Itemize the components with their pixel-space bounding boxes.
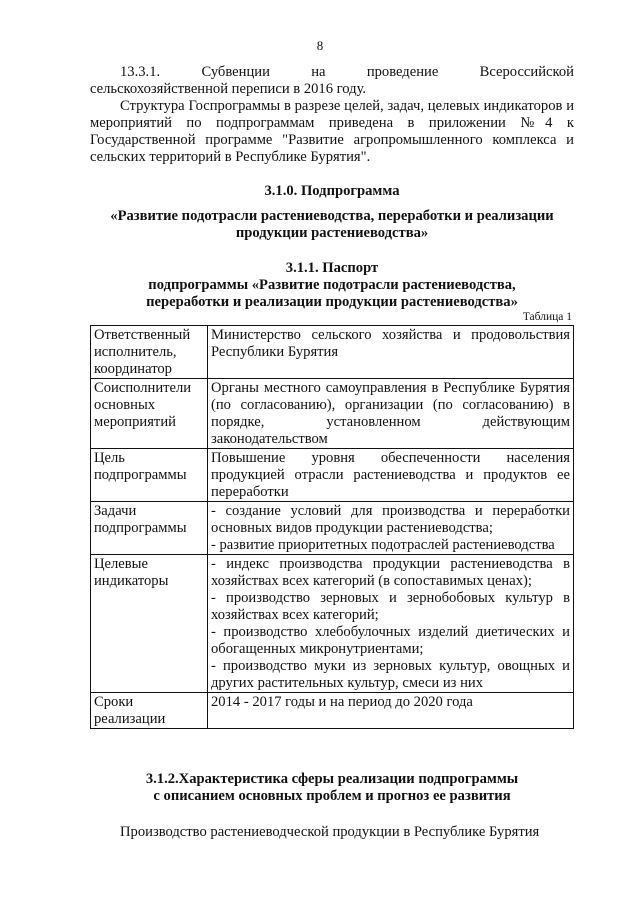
indicator-item: - производство хлебобулочных изделий диетических и обогащенных микронутриентами; xyxy=(211,624,570,657)
table-caption: Таблица 1 xyxy=(522,311,572,323)
passport-heading-line1: 3.1.1. Паспорт xyxy=(285,260,379,276)
coexecutors-value: Органы местного самоуправления в Республике Бурятия (по согласованию), организации (по согласованию) в порядке, установленном действующим законодательством xyxy=(208,379,574,449)
table-row xyxy=(91,555,574,693)
task-item: - развитие приоритетных подотраслей растениеводства xyxy=(211,537,555,553)
section-13-line1 xyxy=(90,64,574,81)
subprogram-title-heading: «Развитие подотрасли растениеводства, переработки и реализации продукции растениеводства» xyxy=(110,208,554,241)
section-word-1: Субвенции xyxy=(201,64,270,80)
coexecutors-label: Соисполнители основных мероприятий xyxy=(91,379,208,449)
characteristic-heading-line1: 3.1.2.Характеристика сферы реализации подпрограммы xyxy=(145,771,519,787)
characteristic-heading-line2: с описанием основных проблем и прогноз ее развития xyxy=(153,788,511,804)
goal-label: Цель подпрограммы xyxy=(91,449,208,502)
terms-value: 2014 - 2017 годы и на период до 2020 года xyxy=(208,693,574,729)
section-13-line2: сельскохозяйственной переписи в 2016 году. xyxy=(90,81,367,97)
page-number: 8 xyxy=(316,38,324,53)
indicator-item: - индекс производства продукции растениеводства в хозяйствах всех категорий (в сопоставимых ценах); xyxy=(211,556,570,589)
section-word-3: проведение xyxy=(366,64,439,80)
table-row xyxy=(91,379,574,449)
structure-paragraph: Структура Госпрограммы в разрезе целей, задач, целевых индикаторов и мероприятий по подпрограммам приведена в приложении №4 к Государственной программе "Развитие агропромышленного комплекса и сельских территорий в Республике Бурятия". xyxy=(90,98,574,165)
passport-heading-line3: переработки и реализации продукции растениеводства» xyxy=(146,294,518,310)
goal-value: Повышение уровня обеспеченности населения продукцией отрасли растениеводства и продуктов ее переработки xyxy=(208,449,574,502)
section-word-4: Всероссийской xyxy=(479,64,574,80)
table-row xyxy=(91,326,574,379)
passport-table xyxy=(90,325,574,729)
tasks-label: Задачи подпрограммы xyxy=(91,502,208,555)
table-row xyxy=(91,502,574,555)
executor-label: Ответственный исполнитель, координатор xyxy=(91,326,208,379)
table-row xyxy=(91,693,574,729)
executor-value: Министерство сельского хозяйства и продовольствия Республики Бурятия xyxy=(208,326,574,379)
indicator-item: - производство зерновых и зернобобовых культур в хозяйствах всех категорий; xyxy=(211,590,570,623)
section-13-3-1 xyxy=(90,64,574,98)
terms-label: Сроки реализации xyxy=(91,693,208,729)
section-number: 13.3.1. xyxy=(120,64,161,80)
final-paragraph: Производство растениеводческой продукции в Республике Бурятия xyxy=(120,824,540,840)
task-item: - создание условий для производства и переработки основных видов продукции растениеводства; xyxy=(211,503,570,536)
indicator-item: - производство муки из зерновых культур, овощных и других растительных культур, смеси из них xyxy=(211,658,570,691)
indicators-label: Целевые индикаторы xyxy=(91,555,208,693)
indicators-value xyxy=(208,555,574,693)
section-word-2: на xyxy=(311,64,326,80)
passport-heading-line2: подпрограммы «Развитие подотрасли растениеводства, xyxy=(148,277,516,293)
table-row xyxy=(91,449,574,502)
tasks-value xyxy=(208,502,574,555)
subprogram-number-heading: 3.1.0. Подпрограмма xyxy=(264,183,400,199)
